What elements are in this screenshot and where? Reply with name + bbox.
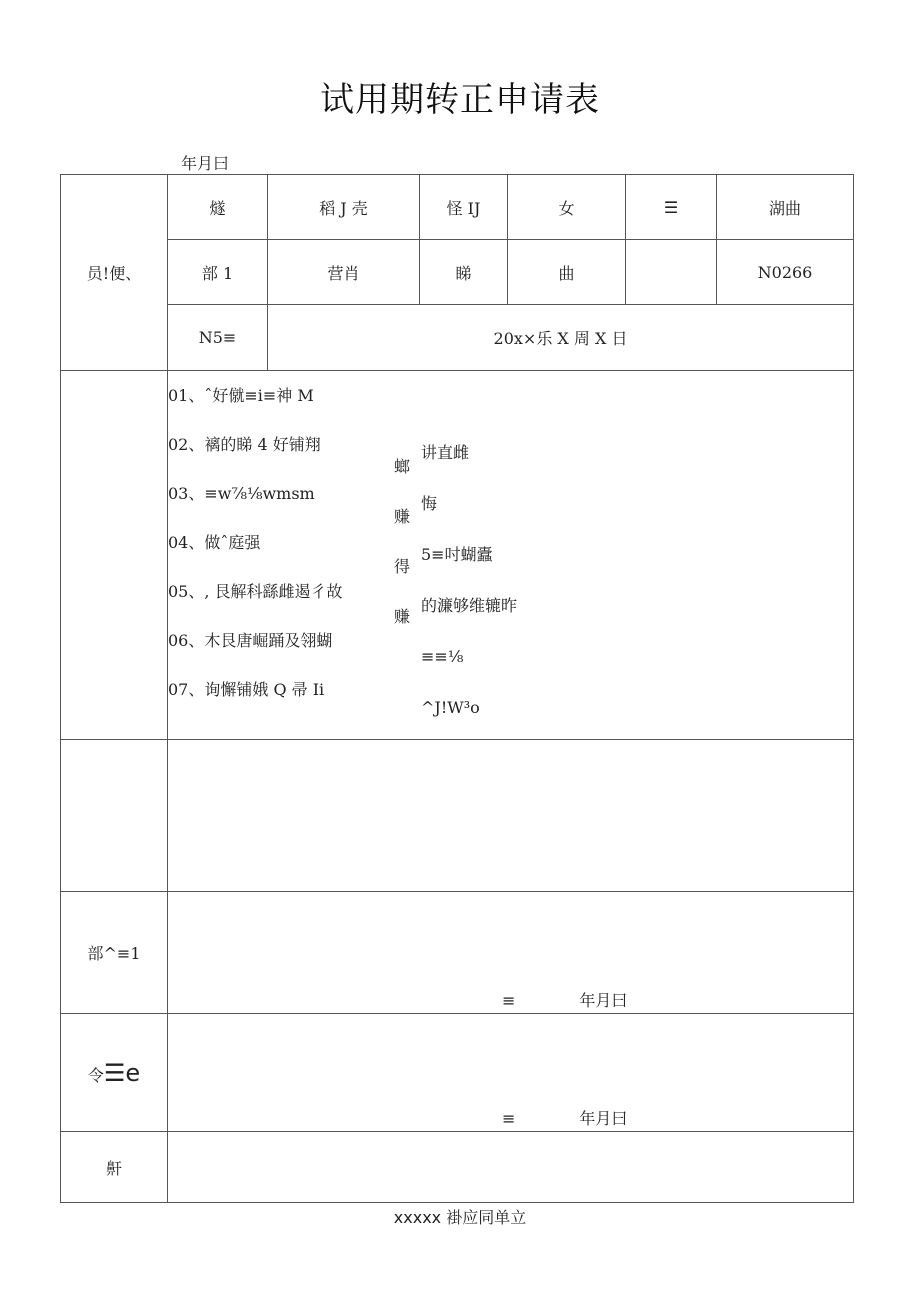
list-item: 讲直雌 — [421, 443, 470, 462]
list-item: 07、询懈铺娥 Q 帚 Ii — [168, 680, 325, 699]
info-cell: 20x×乐 X 周 X 日 — [268, 305, 854, 371]
footer-company: xxxxx 褂应同单立 — [393, 1208, 527, 1227]
dept-opinion-label: 部^≡1 — [61, 892, 168, 1014]
info-cell-empty[interactable] — [626, 240, 717, 305]
performance-row — [61, 371, 854, 740]
info-cell: 营肖 — [268, 240, 420, 305]
leader-label-small: 令 — [87, 1065, 104, 1085]
vertical-label — [392, 457, 412, 657]
performance-list — [168, 385, 343, 728]
info-cell: 燧 — [168, 175, 268, 240]
list-item: 01、ˆ好僦≡i≡神 M — [168, 386, 314, 405]
remark-cell[interactable] — [168, 1132, 854, 1203]
employee-info-label: 员!便、 — [61, 175, 168, 371]
list-item: 的濂够维辘昨 — [421, 596, 518, 615]
list-item: 03、≡w⅞⅛wmsm — [168, 484, 315, 503]
info-cell: 稻 J 壳 — [268, 175, 420, 240]
info-row-2 — [61, 240, 854, 305]
fill-date: 年月曰 — [181, 154, 230, 173]
leader-opinion-label — [61, 1014, 168, 1132]
sign-date: 年月曰 — [579, 991, 628, 1010]
signature-mark: ≡ — [502, 991, 516, 1010]
vertical-char: 赚 — [393, 507, 410, 526]
info-cell: ☰ — [626, 175, 717, 240]
dept-row — [61, 892, 854, 1014]
info-cell: 睇 — [420, 240, 508, 305]
info-cell: 怪 IJ — [420, 175, 508, 240]
info-cell: 女 — [508, 175, 626, 240]
info-cell: 部 1 — [168, 240, 268, 305]
dept-opinion-cell[interactable] — [168, 892, 854, 1014]
info-cell: 湖曲 — [717, 175, 854, 240]
list-item: 04、做ˆ庭强 — [168, 533, 261, 552]
list-item: 5≡吋蝴蠹 — [421, 545, 493, 564]
dept-signature-line — [502, 988, 627, 1011]
list-item: 06、木艮唐崛踊及翎蝴 — [168, 631, 333, 650]
leader-row — [61, 1014, 854, 1132]
performance-cell — [168, 371, 854, 740]
list-item: 悔 — [421, 494, 438, 513]
vertical-char: 赚 — [393, 607, 410, 626]
info-cell: 曲 — [508, 240, 626, 305]
info-row-1 — [61, 175, 854, 240]
blank-content-cell[interactable] — [168, 740, 854, 892]
info-row-3 — [61, 305, 854, 371]
application-form — [60, 174, 854, 1203]
info-cell: N5≡ — [168, 305, 268, 371]
list-item: ≡≡⅛ — [421, 647, 464, 666]
right-list — [421, 442, 517, 748]
sign-date: 年月曰 — [579, 1109, 628, 1128]
leader-opinion-cell[interactable] — [168, 1014, 854, 1132]
performance-label-cell — [61, 371, 168, 740]
list-item: 02、褵的睇 4 好铺翔 — [168, 435, 321, 454]
list-item: ^J!W³o — [421, 698, 480, 717]
info-cell: N0266 — [717, 240, 854, 305]
vertical-char: 螂 — [393, 457, 410, 476]
list-item: 05、, 艮解科繇雌遏彳故 — [168, 582, 343, 601]
signature-mark: ≡ — [502, 1109, 516, 1128]
vertical-char: 得 — [393, 557, 410, 576]
remark-row — [61, 1132, 854, 1203]
blank-label-cell — [61, 740, 168, 892]
leader-signature-line — [502, 1106, 627, 1129]
leader-label-big: ☰e — [103, 1058, 141, 1087]
remark-label: 鼾 — [61, 1132, 168, 1203]
page-title: 试用期转正申请表 — [320, 80, 600, 120]
blank-row — [61, 740, 854, 892]
